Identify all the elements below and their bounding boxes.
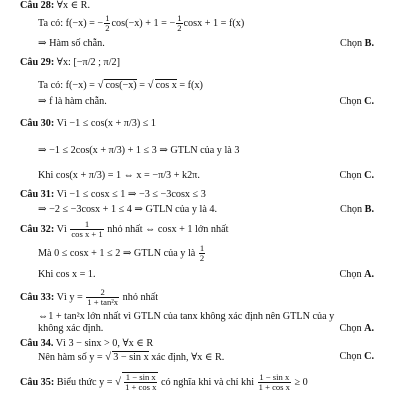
question-33-label: Câu 33: <box>20 291 55 303</box>
question-29-label: Câu 29: <box>20 57 55 68</box>
text-segment: Nên hàm số y = <box>38 352 106 363</box>
question-32-line-1 <box>38 244 206 263</box>
fraction-denominator: 2 <box>199 253 205 264</box>
fraction <box>70 220 103 239</box>
fraction <box>176 14 182 33</box>
question-29-header <box>20 57 120 69</box>
text-segment: có nghĩa khi và chỉ khi <box>158 376 257 388</box>
question-30-header <box>20 118 156 130</box>
question-35-label: Câu 35: <box>20 376 55 388</box>
answer-choice: A. <box>364 323 374 334</box>
fraction-numerator: 1 <box>199 243 205 253</box>
answer-prefix: Chọn <box>340 38 365 49</box>
text-segment: Vì y = <box>56 291 86 303</box>
fraction <box>86 288 119 307</box>
question-32-line-2: Khi cos x = 1. <box>38 269 96 280</box>
answer-choice: A. <box>364 269 374 280</box>
radicand: cos(−x) <box>105 80 137 91</box>
text-segment: Biểu thức y = <box>56 376 116 388</box>
question-31-header <box>20 189 206 201</box>
text-segment: Ta có: f(−x) = <box>38 80 98 91</box>
radical-sign: √ <box>97 79 104 91</box>
question-29-condition: ∀x: [−π/2 ; π/2] <box>56 57 121 68</box>
text-segment: = f(x) <box>176 80 203 91</box>
fraction-denominator: 1 + tan²x <box>87 297 119 308</box>
fraction-denominator: 2 <box>177 23 182 34</box>
fraction-denominator: 1 + cos x <box>125 382 157 393</box>
fraction-numerator: 1 − sin x <box>259 372 290 382</box>
text-segment: Vì <box>56 223 70 235</box>
fraction <box>199 244 205 263</box>
text-segment: nhỏ nhất <box>120 291 159 303</box>
question-32-answer <box>339 269 374 281</box>
fraction-denominator: 2 <box>105 23 110 34</box>
answer-prefix: Chọn <box>339 170 365 181</box>
text-segment: cos(−x) + 1 = − <box>111 17 176 29</box>
answer-choice: C. <box>364 96 374 107</box>
fraction-numerator: 1 <box>177 13 182 23</box>
answer-choice: B. <box>364 204 374 215</box>
question-32-label: Câu 32: <box>20 223 55 235</box>
question-29-line-1 <box>38 79 203 92</box>
radicand <box>122 372 158 392</box>
answer-prefix: Chọn <box>339 323 365 334</box>
question-30-line-1: ⇒ −1 ≤ 2cos(x + π/3) + 1 ≤ 3 ⇒ GTLN của y là 3 <box>38 145 240 156</box>
fraction-numerator: 1 <box>70 220 103 230</box>
question-34-text: Vì 3 − sinx > 0, ∀x ∈ R <box>55 338 154 349</box>
question-35-header <box>20 372 308 392</box>
text-segment: cosx + 1 = f(x) <box>183 17 245 29</box>
question-31-text: Vì −1 ≤ cosx ≤ 1 ⇒ −3 ≤ −3cosx ≤ 3 <box>56 189 206 200</box>
question-32-header <box>20 220 228 239</box>
question-31-label: Câu 31: <box>20 189 55 200</box>
answer-prefix: Chọn <box>339 269 365 280</box>
question-33-answer <box>339 323 374 335</box>
text-segment: Ta có: f(−x) = − <box>38 17 104 29</box>
text-segment: nhỏ nhất ⇔ cosx + 1 lớn nhất <box>104 223 229 235</box>
question-34-answer <box>339 351 374 363</box>
question-33-header <box>20 288 158 307</box>
fraction <box>258 373 291 392</box>
fraction-numerator: 1 <box>105 13 110 23</box>
question-34-header <box>20 338 153 350</box>
question-33-line-1: ⇔1 + tan²x lớn nhất vì GTLN của tanx không xác định nên GTLN của y <box>38 311 335 322</box>
radical-sign: √ <box>147 79 154 91</box>
fraction-denominator: cos x + 1 <box>71 229 103 240</box>
fraction <box>124 373 157 392</box>
fraction-denominator: 1 + cos x <box>258 382 290 393</box>
question-28-line-2: ⇒ Hàm số chẵn. <box>38 38 105 49</box>
answer-choice: B. <box>364 38 374 49</box>
text-segment: xác định, ∀x ∈ R. <box>148 352 225 363</box>
text-segment: ≥ 0 <box>291 376 308 388</box>
question-30-label: Câu 30: <box>20 118 55 129</box>
radical-sign: √ <box>105 351 112 363</box>
question-29-answer <box>339 96 374 108</box>
question-34-label: Câu 34. <box>20 338 54 349</box>
question-30-text: Vì −1 ≤ cos(x + π/3) ≤ 1 <box>56 118 157 129</box>
question-33-line-2: không xác định. <box>38 323 104 334</box>
question-31-line-1: ⇒ −2 ≤ −3cosx + 1 ≤ 4 ⇒ GTLN của y là 4. <box>38 204 218 215</box>
fraction <box>104 14 110 33</box>
question-31-answer <box>340 204 374 216</box>
question-28-header <box>20 0 90 12</box>
text-segment: Mà 0 ≤ cosx + 1 ≤ 2 ⇒ GTLN của y là <box>38 247 198 259</box>
question-28-label: Câu 28: <box>20 0 55 11</box>
radicand: cos x <box>155 80 177 91</box>
question-34-line-1 <box>38 351 224 364</box>
question-28-line-1 <box>38 14 244 33</box>
radicand: 3 − sin x <box>113 352 149 363</box>
fraction-numerator: 2 <box>86 288 119 298</box>
question-28-answer <box>340 38 374 50</box>
answer-prefix: Chọn <box>340 204 365 215</box>
answer-prefix: Chọn <box>339 96 365 107</box>
question-28-condition: ∀x ∈ R. <box>56 0 91 11</box>
fraction-numerator: 1 − sin x <box>125 372 156 382</box>
text-segment: = <box>136 80 148 91</box>
question-30-answer <box>339 170 374 182</box>
radical-sign: √ <box>115 375 122 388</box>
question-29-line-2: ⇒ f là hàm chẵn. <box>38 96 107 107</box>
answer-prefix: Chọn <box>339 351 365 362</box>
answer-choice: C. <box>364 351 374 362</box>
answer-choice: C. <box>364 170 374 181</box>
question-30-line-2: Khi cos(x + π/3) = 1 ⇔ x = −π/3 + k2π. <box>38 170 200 181</box>
